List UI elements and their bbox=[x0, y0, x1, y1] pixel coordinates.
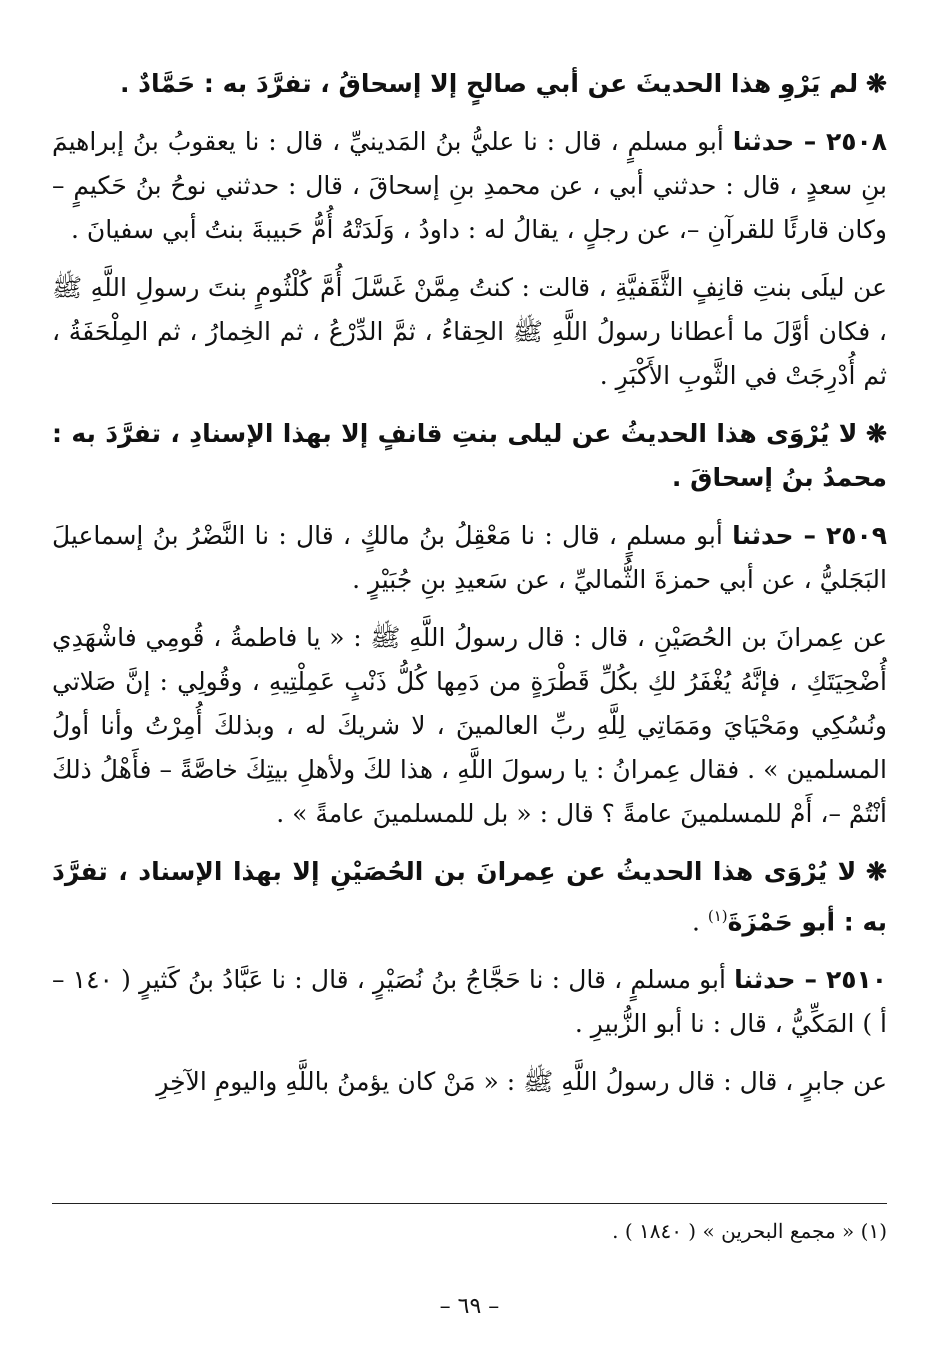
paragraph-note-1 bbox=[52, 62, 887, 106]
footnote: (١) « مجمع البحرين » ( ١٨٤٠ ) . bbox=[612, 1219, 887, 1243]
note-tail: . bbox=[691, 907, 708, 937]
isnad-text: أبو مسلمٍ ، قال : نا عليُّ بنُ المَدينيِّ ، قال : نا يعقوبُ بنُ إبراهيمَ بنِ سعدٍ ، قال : حدثني أبي ، عن محمدِ بنِ إسحاقَ ، قال : حدثني نوحُ بنُ حَكيمٍ – وكان قارئًا للقرآنِ –، عن رجلٍ ، يقالُ له : داودُ ، وَلَدَتْهُ أُمُّ حَبيبةَ بنتُ أبي سفيانَ . bbox=[52, 127, 887, 244]
hadith-number: ٢٥١٠ – حدثنا bbox=[734, 965, 887, 995]
paragraph-hadith-2509 bbox=[52, 514, 887, 602]
footnote-reference: (١) bbox=[707, 907, 728, 925]
isnad-text: أبو مسلمٍ ، قال : نا مَعْقِلُ بنُ مالكٍ ، قال : نا النَّضْرُ بنُ إسماعيلَ البَجَليُّ ، عن أبي حمزةَ الثُّماليِّ ، عن سَعيدِ بنِ جُبَيْرٍ . bbox=[52, 521, 887, 594]
paragraph-matn-2509 bbox=[52, 616, 887, 836]
paragraph-hadith-2508 bbox=[52, 120, 887, 252]
hadith-number: ٢٥٠٨ – حدثنا bbox=[732, 127, 887, 156]
page-number: – ٦٩ – bbox=[439, 1294, 500, 1319]
footnote-divider bbox=[52, 1203, 887, 1204]
paragraph-matn-2510 bbox=[52, 1060, 887, 1104]
note-text: لم يَرْوِ هذا الحديثَ عن أبي صالحٍ إلا إسحاقُ ، تفرَّدَ به : حَمَّادٌ . bbox=[119, 69, 859, 98]
matn-text: عن جابرٍ ، قال : قال رسولُ اللَّهِ ﷺ : « مَنْ كان يؤمنُ باللَّهِ واليومِ الآخِرِ bbox=[156, 1067, 887, 1097]
note-text: لا يُرْوَى هذا الحديثُ عن عِمرانَ بن الحُصَيْنِ إلا بهذا الإسناد ، تفرَّدَ به : أبو حَمْزَةَ bbox=[52, 857, 887, 937]
paragraph-note-3 bbox=[52, 850, 887, 944]
matn-text: عن ليلَى بنتِ قانِفٍ الثَّقَفيَّةِ ، قالت : كنتُ مِمَّنْ غَسَّلَ أُمَّ كُلْثُومٍ بنتَ رسولِ اللَّهِ ﷺ ، فكان أوَّلَ ما أعطانا رسولُ اللَّهِ ﷺ الحِقاءُ ، ثمَّ الدِّرْعُ ، ثم الخِمارُ ، ثم المِلْحَفَةُ ، ثم أُدْرِجَتْ في الثَّوبِ الأَكْبَرِ . bbox=[52, 273, 887, 390]
hadith-number: ٢٥٠٩ – حدثنا bbox=[732, 521, 887, 550]
matn-text: عن عِمرانَ بن الحُصَيْنِ ، قال : قال رسولُ اللَّهِ ﷺ : « يا فاطمةُ ، قُومِي فاشْهَدِي أُضْحِيَتَكِ ، فإنَّهُ يُغْفَرُ لكِ بكُلِّ قَطْرَةٍ من دَمِها كُلُّ ذَنْبٍ عَمِلْتِيهِ ، وقُولِي : إنَّ صَلاتي ونُسُكِي ومَحْيَايَ ومَمَاتِي لِلَّهِ ربِّ العالمينَ ، لا شريكَ له ، وبذلكَ أُمِرْتُ وأنا أولُ المسلمين » . فقال عِمرانُ : يا رسولَ اللَّهِ ، هذا لكَ ولأهلِ بيتِكَ خاصَّةً – فأَهْلُ ذلكَ أنْتُمْ –، أَمْ للمسلمينَ عامةً ؟ قال : « بل للمسلمينَ عامةً » . bbox=[52, 623, 887, 828]
isnad-text: أبو مسلمٍ ، قال : نا حَجَّاجُ بنُ نُصَيْرٍ ، قال : نا عَبَّادُ بنُ كَثيرٍ ( ١٤٠ – أ ) المَكِّيُّ ، قال : نا أبو الزُّبيرِ . bbox=[52, 965, 887, 1039]
note-text: لا يُرْوَى هذا الحديثُ عن ليلى بنتِ قانفٍ إلا بهذا الإسنادِ ، تفرَّدَ به : محمدُ بنُ إسحاقَ . bbox=[52, 419, 887, 492]
paragraph-note-2 bbox=[52, 412, 887, 500]
main-text bbox=[52, 62, 887, 1104]
paragraph-matn-2508 bbox=[52, 266, 887, 398]
paragraph-hadith-2510 bbox=[52, 958, 887, 1046]
asterisk-marker-icon: ❋ bbox=[866, 69, 887, 98]
asterisk-marker-icon: ❋ bbox=[866, 419, 887, 448]
asterisk-marker-icon: ❋ bbox=[866, 857, 887, 886]
